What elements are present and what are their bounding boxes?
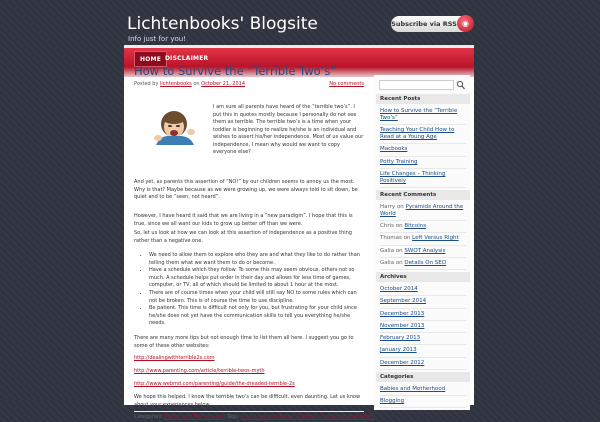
list-item (380, 321, 466, 333)
list-item (380, 296, 466, 308)
list-item (380, 284, 466, 296)
post-content (134, 64, 375, 420)
post-paragraph-5: There are many more tips but not enough time to list them all here. I suggest you go to some of these other websites: (134, 335, 354, 349)
list-item (380, 258, 466, 270)
rss-icon: ◉ (457, 15, 474, 32)
list-item (380, 106, 466, 125)
post-meta (134, 81, 364, 89)
comment-post-link[interactable]: Details On SEO (404, 259, 447, 266)
tip-item: • There are of course times when your child will still say NO to some rules which can not be broken. This is of course the time to use discipline. (149, 290, 364, 305)
list-item (380, 246, 466, 258)
sidebar (374, 75, 470, 410)
archive-link[interactable]: October 2014 (380, 286, 418, 293)
tip-item: • Have a schedule which they follow. To some this may seem obvious, others not so much. A schedule helps put order in their day and allows for less time of games, computer, or TV, all of which should be limited to about 1 hour at the most. (149, 267, 364, 290)
list-item (380, 221, 466, 233)
comment-on: on (396, 204, 404, 211)
external-link[interactable]: http://www.parenting.com/article/terrible-twos-myth (134, 368, 265, 374)
tags-links[interactable]: assert independence, Children Communication Skills, (241, 414, 375, 420)
post-paragraph-2: And yet, as parents this assertion of “NO!” by our children seems to annoy us the most. Why is that? Maybe because as we were growing up, we were always told to sit down, be quiet and to be “seen, not heard”. (134, 179, 358, 200)
nav-home[interactable]: HOME (134, 51, 167, 67)
archives-heading: Archives (376, 272, 470, 282)
list-item (380, 358, 466, 370)
comment-on: on (395, 259, 403, 266)
comment-post-link[interactable]: Left Versus Right (412, 235, 459, 242)
recent-posts-heading: Recent Posts (376, 94, 470, 104)
tags-label: Tags: (226, 414, 240, 420)
external-link[interactable]: http://www.webmd.com/parenting/guide/the-dreaded-terrible-2s (134, 381, 295, 387)
recent-post-link[interactable]: Teaching Your Child How to Read at a Young Age (380, 127, 455, 141)
page-wrapper (124, 45, 474, 420)
comment-author: Thomas (380, 235, 402, 242)
category-link[interactable]: Blogging (380, 398, 405, 405)
archives-list (374, 282, 470, 372)
crying-toddler-image (146, 108, 206, 145)
comment-post-link[interactable]: Bitcoins (404, 223, 427, 230)
subscribe-rss-label: Subscribe via RSS (391, 20, 457, 28)
categories-list (374, 382, 470, 411)
post-paragraph-3: However, I have heard it said that we are living in a “new paradigm”. I hope that this is true, since we all want our kids to grow up better off than we were. (134, 213, 353, 227)
nav-disclaimer[interactable]: DISCLAIMER (165, 55, 209, 62)
list-item (380, 125, 466, 144)
category-link[interactable]: Babies and Motherhood (380, 385, 446, 392)
post-paragraph-6: We hope this helped. I know the terrible two’s can be difficult, even daunting. Let us know about your experiences below. (134, 394, 361, 408)
post-author-link[interactable]: lichtenbooks (160, 80, 192, 87)
archive-link[interactable]: September 2014 (380, 298, 427, 305)
recent-post-link[interactable]: Life Changes – Thinking Positively (380, 170, 446, 184)
categories-label: Categories: (134, 414, 163, 420)
comment-author: Chris (380, 223, 394, 230)
comment-on: on (395, 247, 403, 254)
search-icon[interactable] (456, 80, 465, 90)
post-paragraph-4: So, let us look at how we can look at this assertion of independence as a positive thing rather than a negative one. (134, 230, 352, 244)
comment-author: Harry (380, 204, 396, 211)
post-paragraph-1: I am sure all parents have heard of the “terrible two’s”. I put this in quotes mostly because I personally do not see them as terrible. The terrible two’s is a time when your toddler is beginning to realize he/she is an individual and wishes to assert his/her independence. Most of us value our independence, I mean why would we want to copy everyone else? (213, 104, 364, 155)
archive-link[interactable]: December 2013 (380, 310, 425, 317)
archive-link[interactable]: November 2013 (380, 322, 425, 329)
comment-on: on (395, 223, 403, 230)
subscribe-rss-button[interactable] (391, 16, 471, 32)
comment-post-link[interactable]: Pyramids Around the World (380, 204, 464, 217)
recent-comments-list (374, 200, 470, 272)
list-item (380, 233, 466, 245)
list-item (380, 169, 466, 188)
recent-post-link[interactable]: Potty Training (380, 158, 418, 165)
list-item (380, 202, 466, 221)
tip-item: • Be patient. This time is difficult not only for you, but frustrating for your child since he/she does not yet have the communication skills to tell you everything he/she needs. (149, 305, 364, 328)
tip-item: • We need to allow them to explore who they are and what they like to do rather than telling them what we want them to do or become. (149, 252, 364, 267)
comment-author: Galia (380, 247, 395, 254)
list-item (380, 345, 466, 357)
list-item (380, 157, 466, 169)
archive-link[interactable]: December 2012 (380, 359, 425, 366)
post-taxonomy: Categories: Babies and Motherhood. Tags: assert independence, Children Communication Skills, (134, 411, 364, 422)
list-item (380, 396, 466, 408)
list-item (380, 144, 466, 156)
archive-link[interactable]: February 2013 (380, 335, 421, 342)
comment-on: on (403, 235, 411, 242)
comment-post-link[interactable]: SWOT Analysis (404, 247, 446, 254)
recent-post-link[interactable]: How to Survive the “Terrible Two’s” (380, 108, 458, 122)
post-title[interactable]: How to Survive the “Terrible Two’s” (134, 64, 337, 78)
archive-link[interactable]: January 2013 (380, 347, 417, 354)
recent-post-link[interactable]: Macbooks (380, 146, 408, 153)
post-comments-link[interactable]: No comments (329, 80, 364, 87)
comment-author: Galia (380, 259, 395, 266)
category-link[interactable]: Babies and Motherhood (164, 414, 224, 420)
meta-on: on (193, 80, 200, 87)
external-link[interactable]: http://dealingwithterrible2s.com (134, 355, 215, 361)
recent-comments-heading: Recent Comments (376, 190, 470, 200)
recent-posts-list (374, 104, 470, 190)
site-title[interactable]: Lichtenbooks' Blogsite (127, 14, 318, 34)
tips-list (142, 252, 364, 328)
search-input[interactable] (379, 80, 454, 90)
list-item (380, 309, 466, 321)
list-item (380, 333, 466, 345)
site-tagline: Info just for you! (128, 35, 186, 43)
meta-prefix: Posted by (134, 80, 159, 87)
categories-heading: Categories (376, 372, 470, 382)
list-item (380, 384, 466, 396)
post-date-link[interactable]: October 21, 2014 (201, 80, 246, 87)
